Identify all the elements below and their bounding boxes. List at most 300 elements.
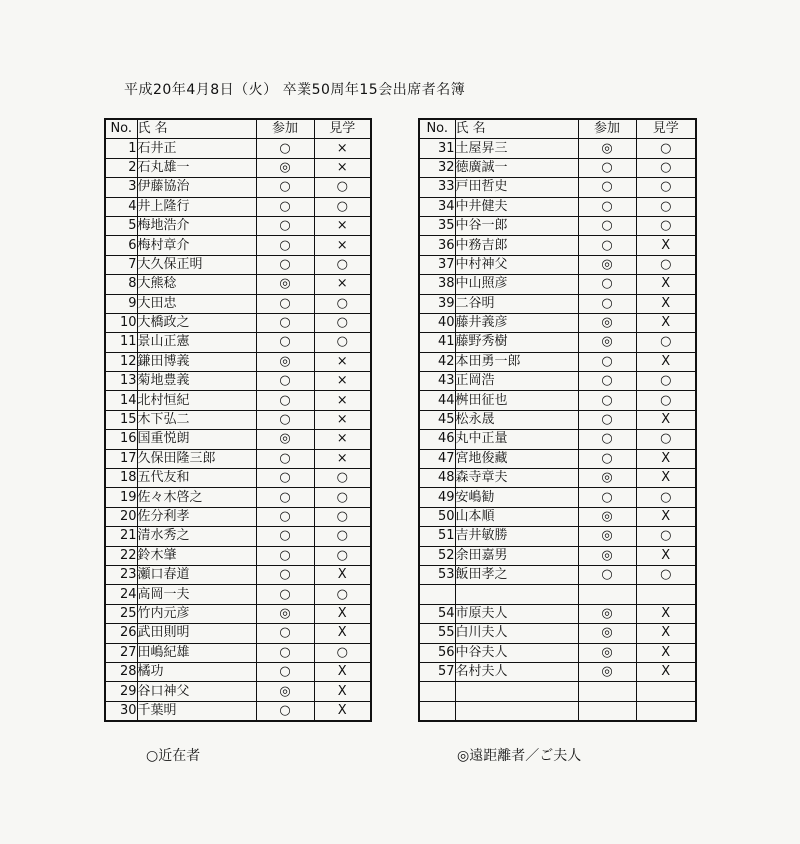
attend-mark: ○: [256, 216, 314, 235]
table-row: [419, 313, 696, 332]
table-row: [105, 643, 371, 662]
attend-mark: ○: [256, 585, 314, 604]
table-row: [419, 565, 696, 584]
header-row: [105, 119, 371, 139]
attend-mark: ○: [578, 197, 636, 216]
attend-mark: [578, 682, 636, 701]
visit-mark: ○: [314, 643, 371, 662]
table-row: [105, 352, 371, 371]
visit-mark: X: [314, 624, 371, 643]
row-number: [419, 585, 455, 604]
table-row: [105, 372, 371, 391]
row-number: 14: [105, 391, 137, 410]
table-row: [105, 275, 371, 294]
attend-mark: ○: [578, 449, 636, 468]
attend-mark: ○: [256, 701, 314, 721]
member-name: 清水秀之: [137, 527, 256, 546]
visit-mark: [636, 701, 696, 721]
row-number: 32: [419, 158, 455, 177]
table-row: [419, 158, 696, 177]
visit-mark: ○: [314, 178, 371, 197]
table-row: [105, 546, 371, 565]
attend-mark: ○: [256, 372, 314, 391]
row-number: 29: [105, 682, 137, 701]
row-number: 4: [105, 197, 137, 216]
table-row: [105, 158, 371, 177]
row-number: [419, 701, 455, 721]
member-name: 本田勇一郎: [455, 352, 578, 371]
attend-mark: ◎: [578, 507, 636, 526]
row-number: 10: [105, 313, 137, 332]
member-name: 梅地浩介: [137, 216, 256, 235]
row-number: 53: [419, 565, 455, 584]
attend-mark: ◎: [578, 604, 636, 623]
table-row: [419, 546, 696, 565]
header-row: [419, 119, 696, 139]
row-number: 11: [105, 333, 137, 352]
table-row: [419, 682, 696, 701]
row-number: 31: [419, 139, 455, 158]
visit-mark: ○: [636, 255, 696, 274]
table-row: [105, 604, 371, 623]
visit-mark: ○: [636, 565, 696, 584]
row-number: 45: [419, 410, 455, 429]
visit-mark: ○: [314, 488, 371, 507]
attend-mark: ◎: [578, 313, 636, 332]
row-number: 2: [105, 158, 137, 177]
table-row: [105, 624, 371, 643]
member-name: 戸田哲史: [455, 178, 578, 197]
member-name: 佐々木啓之: [137, 488, 256, 507]
member-name: 橘功: [137, 662, 256, 681]
attend-mark: ◎: [256, 682, 314, 701]
member-name: 中村神父: [455, 255, 578, 274]
row-number: 13: [105, 372, 137, 391]
table-row: [419, 643, 696, 662]
visit-mark: ×: [314, 372, 371, 391]
row-number: 54: [419, 604, 455, 623]
table-row: [419, 372, 696, 391]
page-title: 平成20年4月8日（火） 卒業50周年15会出席者名簿: [124, 82, 466, 98]
table-row: [419, 216, 696, 235]
member-name: 森寺章夫: [455, 469, 578, 488]
attend-mark: ○: [256, 546, 314, 565]
attend-mark: ◎: [578, 255, 636, 274]
member-name: 石井正: [137, 139, 256, 158]
table-row: [419, 255, 696, 274]
visit-mark: ×: [314, 158, 371, 177]
visit-mark: ○: [636, 139, 696, 158]
table-row: [419, 352, 696, 371]
visit-mark: [636, 682, 696, 701]
table-row: [105, 469, 371, 488]
table-row: [419, 391, 696, 410]
member-name: 宮地俊藏: [455, 449, 578, 468]
attend-mark: ○: [256, 197, 314, 216]
attend-mark: ◎: [256, 352, 314, 371]
visit-mark: ×: [314, 275, 371, 294]
visit-mark: X: [636, 449, 696, 468]
visit-mark: X: [636, 469, 696, 488]
attend-mark: ◎: [578, 624, 636, 643]
attend-mark: ○: [256, 488, 314, 507]
attend-mark: ○: [578, 488, 636, 507]
table-row: [419, 449, 696, 468]
member-name: 千葉明: [137, 701, 256, 721]
row-number: 33: [419, 178, 455, 197]
attend-mark: ○: [256, 313, 314, 332]
member-name: 鎌田博義: [137, 352, 256, 371]
row-number: 16: [105, 430, 137, 449]
row-number: 35: [419, 216, 455, 235]
attend-mark: ○: [256, 527, 314, 546]
visit-mark: ○: [636, 216, 696, 235]
row-number: 1: [105, 139, 137, 158]
attend-mark: ○: [256, 624, 314, 643]
row-number: 18: [105, 469, 137, 488]
attend-mark: ◎: [256, 604, 314, 623]
member-name: 安嶋勧: [455, 488, 578, 507]
table-row: [105, 216, 371, 235]
attend-mark: ◎: [256, 430, 314, 449]
row-number: 25: [105, 604, 137, 623]
member-name: 伊藤協治: [137, 178, 256, 197]
member-name: 菊地豊義: [137, 372, 256, 391]
table-row: [105, 527, 371, 546]
member-name: 中山照彦: [455, 275, 578, 294]
member-name: 大田忠: [137, 294, 256, 313]
table-row: [419, 469, 696, 488]
visit-mark: ○: [314, 527, 371, 546]
member-name: 土屋昇三: [455, 139, 578, 158]
table-row: [419, 604, 696, 623]
header-name: 氏 名: [137, 119, 256, 139]
visit-mark: X: [636, 313, 696, 332]
member-name: 市原夫人: [455, 604, 578, 623]
attend-mark: ○: [578, 178, 636, 197]
roster-table-right: [418, 118, 697, 722]
table-row: [419, 585, 696, 604]
header-visit: 見学: [314, 119, 371, 139]
row-number: 42: [419, 352, 455, 371]
row-number: 15: [105, 410, 137, 429]
header-name: 氏 名: [455, 119, 578, 139]
visit-mark: X: [314, 662, 371, 681]
row-number: 40: [419, 313, 455, 332]
table-row: [105, 507, 371, 526]
visit-mark: X: [636, 236, 696, 255]
visit-mark: X: [636, 643, 696, 662]
table-row: [105, 236, 371, 255]
attend-mark: ○: [256, 507, 314, 526]
attend-mark: ○: [578, 216, 636, 235]
attend-mark: ○: [578, 430, 636, 449]
attend-mark: ○: [256, 469, 314, 488]
visit-mark: ○: [636, 333, 696, 352]
visit-mark: X: [636, 352, 696, 371]
table-row: [105, 294, 371, 313]
member-name: 竹内元彦: [137, 604, 256, 623]
row-number: 7: [105, 255, 137, 274]
attend-mark: ○: [256, 449, 314, 468]
member-name: 中谷一郎: [455, 216, 578, 235]
row-number: 56: [419, 643, 455, 662]
member-name: 吉井敏勝: [455, 527, 578, 546]
visit-mark: ○: [636, 391, 696, 410]
attend-mark: [578, 585, 636, 604]
row-number: 3: [105, 178, 137, 197]
member-name: 石丸雄一: [137, 158, 256, 177]
visit-mark: X: [636, 507, 696, 526]
roster-body-left: [105, 139, 371, 721]
table-row: [419, 178, 696, 197]
row-number: 48: [419, 469, 455, 488]
visit-mark: ×: [314, 391, 371, 410]
row-number: 36: [419, 236, 455, 255]
row-number: 23: [105, 565, 137, 584]
table-row: [419, 488, 696, 507]
visit-mark: ○: [636, 197, 696, 216]
visit-mark: X: [636, 294, 696, 313]
attend-mark: ○: [256, 333, 314, 352]
attend-mark: ◎: [578, 139, 636, 158]
member-name: 鈴木肇: [137, 546, 256, 565]
visit-mark: ×: [314, 139, 371, 158]
member-name: 藤井義彦: [455, 313, 578, 332]
visit-mark: X: [636, 624, 696, 643]
row-number: 50: [419, 507, 455, 526]
visit-mark: X: [314, 604, 371, 623]
member-name: 山本順: [455, 507, 578, 526]
table-row: [105, 178, 371, 197]
attend-mark: ○: [578, 352, 636, 371]
attend-mark: ○: [578, 294, 636, 313]
row-number: 22: [105, 546, 137, 565]
row-number: 34: [419, 197, 455, 216]
visit-mark: ○: [314, 294, 371, 313]
header-attend: 参加: [256, 119, 314, 139]
attend-mark: ◎: [578, 469, 636, 488]
legend-near: ○近在者: [146, 748, 201, 764]
member-name: 名村夫人: [455, 662, 578, 681]
visit-mark: ○: [314, 469, 371, 488]
table-row: [419, 507, 696, 526]
member-name: 田嶋紀雄: [137, 643, 256, 662]
table-row: [419, 430, 696, 449]
member-name: 桝田征也: [455, 391, 578, 410]
member-name: 景山正憲: [137, 333, 256, 352]
table-row: [105, 565, 371, 584]
attend-mark: ○: [256, 236, 314, 255]
member-name: 五代友和: [137, 469, 256, 488]
row-number: 51: [419, 527, 455, 546]
attend-mark: ○: [256, 139, 314, 158]
row-number: 41: [419, 333, 455, 352]
attend-mark: ○: [256, 294, 314, 313]
visit-mark: ○: [636, 178, 696, 197]
header-visit: 見学: [636, 119, 696, 139]
member-name: 佐分利孝: [137, 507, 256, 526]
attend-mark: ○: [578, 565, 636, 584]
attend-mark: ◎: [578, 643, 636, 662]
table-row: [105, 197, 371, 216]
row-number: 38: [419, 275, 455, 294]
member-name: 国重悦朗: [137, 430, 256, 449]
attend-mark: ○: [578, 410, 636, 429]
header-attend: 参加: [578, 119, 636, 139]
table-row: [419, 294, 696, 313]
member-name: 正岡浩: [455, 372, 578, 391]
table-row: [105, 391, 371, 410]
attend-mark: ○: [256, 643, 314, 662]
member-name: [455, 701, 578, 721]
visit-mark: ○: [636, 158, 696, 177]
table-row: [105, 682, 371, 701]
member-name: 余田嘉男: [455, 546, 578, 565]
member-name: 瀬口春道: [137, 565, 256, 584]
attend-mark: ◎: [578, 546, 636, 565]
visit-mark: [636, 585, 696, 604]
visit-mark: ○: [636, 527, 696, 546]
visit-mark: X: [636, 604, 696, 623]
header-no: No.: [419, 119, 455, 139]
member-name: 谷口神父: [137, 682, 256, 701]
row-number: 49: [419, 488, 455, 507]
table-row: [105, 701, 371, 721]
table-row: [419, 527, 696, 546]
visit-mark: ○: [314, 255, 371, 274]
visit-mark: ○: [314, 333, 371, 352]
row-number: 20: [105, 507, 137, 526]
member-name: 松永晟: [455, 410, 578, 429]
member-name: 中井健夫: [455, 197, 578, 216]
member-name: 梅村章介: [137, 236, 256, 255]
attend-mark: ◎: [256, 275, 314, 294]
member-name: 木下弘二: [137, 410, 256, 429]
row-number: 26: [105, 624, 137, 643]
row-number: 5: [105, 216, 137, 235]
row-number: 12: [105, 352, 137, 371]
row-number: 46: [419, 430, 455, 449]
table-row: [105, 585, 371, 604]
visit-mark: ○: [314, 507, 371, 526]
visit-mark: ×: [314, 410, 371, 429]
visit-mark: ○: [314, 546, 371, 565]
attend-mark: ○: [256, 410, 314, 429]
table-row: [105, 488, 371, 507]
row-number: 6: [105, 236, 137, 255]
visit-mark: ○: [314, 585, 371, 604]
row-number: [419, 682, 455, 701]
table-row: [419, 662, 696, 681]
row-number: 27: [105, 643, 137, 662]
visit-mark: ×: [314, 430, 371, 449]
attend-mark: [578, 701, 636, 721]
visit-mark: X: [636, 662, 696, 681]
table-row: [419, 275, 696, 294]
visit-mark: ○: [314, 197, 371, 216]
row-number: 9: [105, 294, 137, 313]
attend-mark: ○: [256, 255, 314, 274]
member-name: 中谷夫人: [455, 643, 578, 662]
visit-mark: X: [314, 682, 371, 701]
row-number: 43: [419, 372, 455, 391]
member-name: 大久保正明: [137, 255, 256, 274]
roster-table-left: [104, 118, 372, 722]
member-name: [455, 585, 578, 604]
row-number: 19: [105, 488, 137, 507]
member-name: 大橋政之: [137, 313, 256, 332]
table-row: [419, 197, 696, 216]
member-name: 井上隆行: [137, 197, 256, 216]
attend-mark: ○: [578, 372, 636, 391]
visit-mark: X: [636, 275, 696, 294]
attend-mark: ○: [578, 236, 636, 255]
visit-mark: ×: [314, 449, 371, 468]
table-row: [105, 313, 371, 332]
attend-mark: ◎: [578, 527, 636, 546]
table-row: [105, 430, 371, 449]
member-name: 北村恒紀: [137, 391, 256, 410]
visit-mark: ○: [636, 430, 696, 449]
table-row: [419, 236, 696, 255]
visit-mark: X: [314, 565, 371, 584]
table-row: [419, 701, 696, 721]
attend-mark: ○: [256, 565, 314, 584]
member-name: 二谷明: [455, 294, 578, 313]
visit-mark: ○: [636, 372, 696, 391]
attend-mark: ○: [256, 391, 314, 410]
row-number: 52: [419, 546, 455, 565]
row-number: 47: [419, 449, 455, 468]
attend-mark: ○: [578, 275, 636, 294]
row-number: 55: [419, 624, 455, 643]
visit-mark: ○: [314, 313, 371, 332]
visit-mark: ○: [636, 488, 696, 507]
member-name: 大熊稔: [137, 275, 256, 294]
member-name: 丸中正量: [455, 430, 578, 449]
row-number: 30: [105, 701, 137, 721]
row-number: 37: [419, 255, 455, 274]
table-row: [105, 333, 371, 352]
row-number: 57: [419, 662, 455, 681]
attend-mark: ◎: [578, 333, 636, 352]
attend-mark: ○: [256, 178, 314, 197]
row-number: 8: [105, 275, 137, 294]
member-name: 白川夫人: [455, 624, 578, 643]
table-row: [419, 624, 696, 643]
row-number: 44: [419, 391, 455, 410]
table-row: [105, 410, 371, 429]
row-number: 17: [105, 449, 137, 468]
member-name: 飯田孝之: [455, 565, 578, 584]
attend-mark: ◎: [578, 662, 636, 681]
row-number: 21: [105, 527, 137, 546]
attend-mark: ○: [256, 662, 314, 681]
row-number: 39: [419, 294, 455, 313]
table-row: [419, 139, 696, 158]
table-row: [105, 139, 371, 158]
member-name: 武田則明: [137, 624, 256, 643]
visit-mark: ×: [314, 216, 371, 235]
row-number: 28: [105, 662, 137, 681]
table-row: [105, 255, 371, 274]
attend-mark: ○: [578, 158, 636, 177]
table-row: [419, 333, 696, 352]
member-name: [455, 682, 578, 701]
attend-mark: ○: [578, 391, 636, 410]
visit-mark: ×: [314, 236, 371, 255]
